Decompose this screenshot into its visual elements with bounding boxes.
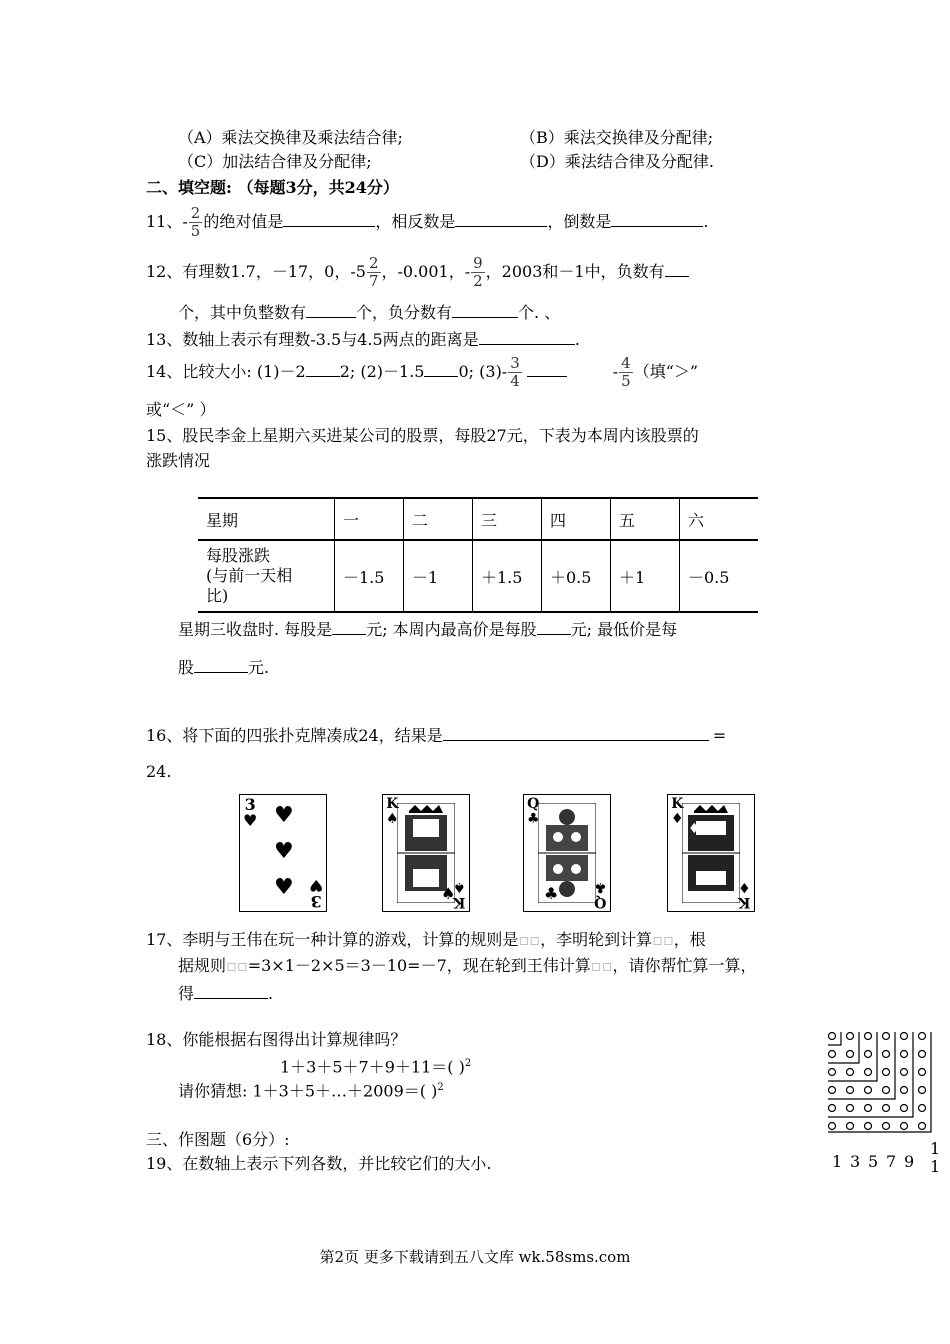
q15-answer-line-2 bbox=[178, 656, 269, 678]
q17-end: . bbox=[268, 984, 274, 1003]
q11-number: 11、 bbox=[146, 212, 183, 231]
q14-text-3: 0; (3)- bbox=[458, 362, 508, 381]
figure-label: 3 bbox=[850, 1152, 861, 1171]
table-header-cell: 六 bbox=[680, 498, 759, 540]
question-16 bbox=[146, 724, 726, 746]
card-corner: 3 ♥ bbox=[308, 876, 323, 911]
section-2-heading bbox=[146, 178, 399, 198]
table-header-row bbox=[198, 498, 758, 540]
row-label-2: (与前一天相 bbox=[206, 566, 293, 585]
card-rank: 3 bbox=[244, 795, 256, 814]
formula-placeholder-icon: ▫▫ bbox=[590, 956, 613, 975]
option-a: （A）乘法交换律及乘法结合律; bbox=[178, 128, 403, 147]
table-cell: ＋0.5 bbox=[542, 540, 611, 612]
q12-text-2: ，-0.001，- bbox=[381, 262, 471, 281]
q14-f1-den: 4 bbox=[510, 372, 520, 390]
q15-blank-1[interactable] bbox=[332, 618, 366, 635]
question-17-line-1 bbox=[146, 930, 706, 950]
table-cell: －0.5 bbox=[680, 540, 759, 612]
table-header-cell: 五 bbox=[611, 498, 680, 540]
svg-text:♦: ♦ bbox=[688, 821, 701, 837]
table-cell: ＋1.5 bbox=[473, 540, 542, 612]
q12-fraction bbox=[471, 255, 485, 290]
q16-equals: = bbox=[712, 726, 727, 745]
figure-label: 1 bbox=[832, 1152, 843, 1171]
question-12-line-2 bbox=[178, 301, 560, 323]
question-14 bbox=[146, 350, 698, 394]
q11-blank-2[interactable] bbox=[455, 210, 547, 227]
page-footer: 第2页 更多下载请到五八文库 wk.58sms.com bbox=[319, 1248, 631, 1266]
q18-text: 你能根据右图得出计算规律吗？ bbox=[182, 1030, 407, 1049]
q16-line-2: 24. bbox=[146, 762, 172, 781]
q12-blank-1[interactable] bbox=[665, 260, 689, 277]
q15-answer-text-5: 元. bbox=[248, 658, 270, 677]
q12-mixed-fraction bbox=[367, 255, 381, 290]
q11-text-1: 的绝对值是 bbox=[203, 212, 284, 231]
q12-frac-den: 2 bbox=[473, 272, 483, 290]
svg-text:♠: ♠ bbox=[441, 884, 455, 903]
q14-fraction-2 bbox=[619, 355, 633, 390]
q14-number: 14、 bbox=[146, 362, 183, 381]
king-figure-icon bbox=[397, 803, 455, 903]
q15-answer-text-1: 星期三收盘时. 每股是 bbox=[178, 620, 333, 639]
q17-blank[interactable] bbox=[194, 982, 268, 999]
q12-blank-2[interactable] bbox=[306, 301, 356, 318]
q14-text-5: （填“＞” bbox=[633, 362, 699, 381]
q11-sign: - bbox=[182, 212, 188, 231]
q14-text-2: 2; (2)－1.5 bbox=[339, 362, 425, 381]
q18-equation-2: 请你猜想: 1＋3＋5＋…＋2009＝( )$^2$ bbox=[178, 1081, 444, 1101]
q15-blank-3[interactable] bbox=[194, 656, 248, 673]
diamond-icon: ♦ bbox=[671, 811, 684, 827]
q19-text: 在数轴上表示下列各数，并比较它们的大小. bbox=[182, 1154, 492, 1173]
q19-number: 19、 bbox=[146, 1154, 183, 1173]
q12-blank-3[interactable] bbox=[452, 301, 518, 318]
q14-f1-num: 3 bbox=[510, 354, 520, 372]
heart-icon: ♥ bbox=[274, 803, 294, 828]
q13-text: 数轴上表示有理数-3.5与4.5两点的距离是 bbox=[182, 330, 479, 349]
q18-eq2-text: 1＋3＋5＋…＋2009＝( ) bbox=[252, 1081, 438, 1101]
q12-text-3: ，2003和－1中，负数有 bbox=[485, 262, 665, 281]
row-label-cell bbox=[198, 540, 335, 612]
q14-text-4: - bbox=[612, 362, 619, 381]
q15-blank-2[interactable] bbox=[537, 618, 571, 635]
q14-blank-1[interactable] bbox=[306, 360, 340, 377]
q17-text-4: 据规则 bbox=[178, 956, 227, 975]
formula-placeholder-icon: ▫▫ bbox=[652, 930, 674, 949]
q14-f2-den: 5 bbox=[621, 372, 631, 390]
heart-icon: ♥ bbox=[274, 839, 294, 864]
q17-text-7: 得 bbox=[178, 984, 195, 1003]
question-15-line-1 bbox=[146, 426, 699, 446]
question-11 bbox=[146, 200, 708, 244]
q17-text-3: ，根 bbox=[673, 930, 706, 949]
table-header-cell: 一 bbox=[335, 498, 404, 540]
playing-card-king-diamonds bbox=[667, 794, 755, 912]
q17-text-2: ，李明轮到计算 bbox=[540, 930, 653, 949]
club-icon: ♣ bbox=[527, 811, 540, 827]
q13-end: . bbox=[574, 330, 580, 349]
q11-text-3: ，倒数是 bbox=[547, 212, 612, 231]
card-rank: Q bbox=[527, 796, 540, 812]
formula-placeholder-icon: ▫▫ bbox=[226, 956, 248, 975]
q12-text-6: 个. 、 bbox=[518, 303, 561, 322]
q18-guess-label: 请你猜想: bbox=[178, 1081, 253, 1101]
q14-blank-3[interactable] bbox=[527, 360, 567, 377]
q12-text-5: 个，负分数有 bbox=[356, 303, 453, 322]
figure-label: 5 bbox=[868, 1152, 879, 1171]
q18-eq1-text: 1＋3＋5＋7＋9＋11＝( ) bbox=[280, 1057, 465, 1077]
q18-number: 18、 bbox=[146, 1030, 183, 1049]
question-12-line-1 bbox=[146, 250, 689, 294]
king-figure-icon bbox=[682, 803, 740, 903]
q15-line-2: 涨跌情况 bbox=[146, 451, 211, 470]
q12-frac-num: 9 bbox=[473, 254, 483, 272]
q16-text: 将下面的四张扑克牌凑成24，结果是 bbox=[182, 726, 443, 745]
q13-number: 13、 bbox=[146, 330, 183, 349]
playing-card-queen-clubs bbox=[523, 794, 611, 912]
svg-text:♣: ♣ bbox=[544, 884, 559, 903]
table-cell: －1.5 bbox=[335, 540, 404, 612]
question-13 bbox=[146, 328, 580, 350]
spade-icon: ♠ bbox=[386, 811, 399, 827]
dot-figure-label-eleven bbox=[930, 1140, 940, 1176]
card-corner: K ♦ bbox=[738, 879, 751, 910]
q11-blank-1[interactable] bbox=[283, 210, 375, 227]
q15-answer-line-1 bbox=[178, 618, 677, 640]
q15-number: 15、 bbox=[146, 426, 183, 445]
q12-mixed-den: 7 bbox=[368, 272, 379, 290]
heart-icon: ♥ bbox=[274, 875, 294, 900]
q11-frac-num: 2 bbox=[190, 204, 201, 222]
q14-blank-2[interactable] bbox=[424, 360, 458, 377]
queen-figure-icon bbox=[538, 803, 596, 903]
q17-number: 17、 bbox=[146, 930, 183, 949]
row-label-3: 比) bbox=[206, 586, 229, 605]
section-2-title: 二、填空题: bbox=[146, 178, 238, 197]
playing-card-king-spades bbox=[382, 794, 470, 912]
table-header-cell: 星期 bbox=[198, 498, 335, 540]
section-3-heading: 三、作图题（6分）: bbox=[146, 1130, 290, 1149]
question-18 bbox=[146, 1030, 406, 1050]
q12-text-4: 个，其中负整数有 bbox=[178, 303, 307, 322]
figure-label: 1 bbox=[930, 1157, 941, 1176]
q14-fraction-1 bbox=[508, 355, 522, 390]
section-2-score: （每题3分，共24分） bbox=[237, 178, 399, 197]
figure-label: 9 bbox=[904, 1152, 915, 1171]
q11-text-2: ，相反数是 bbox=[375, 212, 456, 231]
dot-figure-labels bbox=[832, 1152, 922, 1172]
q15-answer-text-3: 元; 最低价是每 bbox=[570, 620, 678, 639]
figure-label: 7 bbox=[886, 1152, 897, 1171]
option-d: （D）乘法结合律及分配律. bbox=[520, 152, 714, 171]
q18-eq1-exponent: 2 bbox=[464, 1058, 472, 1069]
card-corner: K ♠ bbox=[453, 879, 466, 910]
table-row bbox=[198, 540, 758, 612]
q14-f2-num: 4 bbox=[621, 354, 631, 372]
q12-number: 12、 bbox=[146, 262, 183, 281]
table-cell: ＋1 bbox=[611, 540, 680, 612]
q16-number: 16、 bbox=[146, 726, 183, 745]
q16-blank[interactable] bbox=[443, 724, 709, 741]
card-rank: K bbox=[671, 796, 684, 812]
q15-answer-text-2: 元; 本周内最高价是每股 bbox=[366, 620, 537, 639]
card-rank: K bbox=[386, 796, 399, 812]
stock-table bbox=[198, 497, 758, 613]
q11-blank-3[interactable] bbox=[611, 210, 703, 227]
q14-line-2: 或“＜” ） bbox=[146, 400, 216, 419]
table-cell: －1 bbox=[404, 540, 473, 612]
question-19 bbox=[146, 1154, 491, 1174]
q14-text-1: 比较大小: (1)－2 bbox=[182, 362, 306, 381]
formula-placeholder-icon: ▫▫ bbox=[518, 930, 541, 949]
q17-text-6: ，请你帮忙算一算， bbox=[612, 956, 757, 975]
q17-text-1: 李明与王伟在玩一种计算的游戏，计算的规则是 bbox=[182, 930, 519, 949]
playing-card-3-hearts bbox=[239, 794, 327, 912]
q11-frac-den: 5 bbox=[190, 222, 201, 240]
heart-icon: ♥ bbox=[243, 811, 258, 830]
q11-fraction bbox=[189, 205, 203, 240]
card-corner bbox=[243, 797, 257, 829]
q18-equation-1 bbox=[280, 1054, 471, 1077]
figure-label: 1 bbox=[930, 1139, 941, 1158]
q15-text-1: 股民李金上星期六买进某公司的股票，每股27元，下表为本周内该股票的 bbox=[182, 426, 699, 445]
card-corner: Q ♣ bbox=[594, 879, 607, 910]
q12-mixed-num: 2 bbox=[368, 254, 379, 272]
odd-number-dot-figure bbox=[826, 1030, 940, 1134]
table-header-cell: 三 bbox=[473, 498, 542, 540]
row-label-1: 每股涨跌 bbox=[206, 546, 271, 565]
q17-text-5: =3×1－2×5＝3－10=－7，现在轮到王伟计算 bbox=[247, 956, 591, 975]
question-17-line-2 bbox=[178, 956, 756, 976]
table-header-cell: 二 bbox=[404, 498, 473, 540]
option-c: （C）加法结合律及分配律; bbox=[178, 152, 372, 171]
q12-text-1: 有理数1.7，－17，0，-5 bbox=[182, 262, 366, 281]
q15-answer-text-4: 股 bbox=[178, 658, 195, 677]
table-header-cell: 四 bbox=[542, 498, 611, 540]
question-17-line-3 bbox=[178, 982, 273, 1004]
q13-blank[interactable] bbox=[479, 328, 575, 345]
option-b: （B）乘法交换律及分配律; bbox=[520, 128, 714, 147]
q11-text-4: . bbox=[703, 212, 709, 231]
